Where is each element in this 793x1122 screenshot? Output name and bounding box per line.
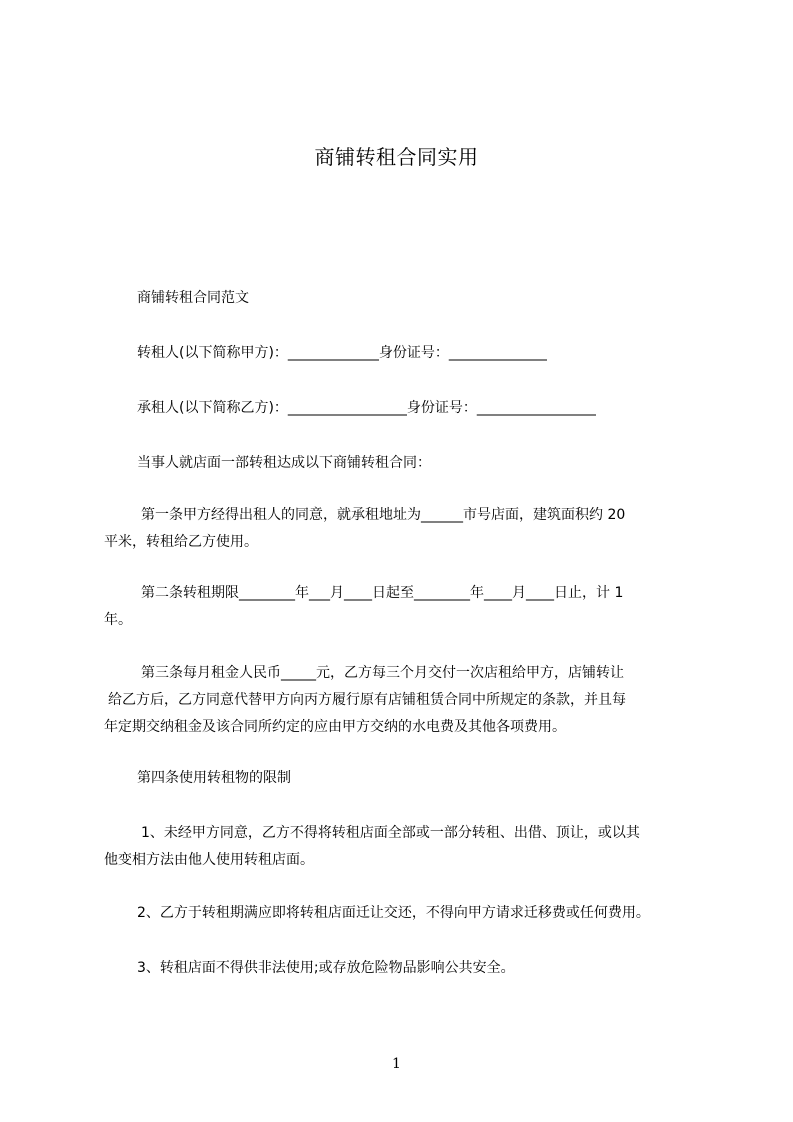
- paragraph-line: 2、乙方于转租期满应即将转租店面迁让交还，不得向甲方请求迁移费或任何费用。: [137, 905, 650, 921]
- paragraph-article-2: [104, 580, 716, 634]
- paragraph-line: 平米，转租给乙方使用。: [104, 534, 258, 550]
- paragraph-line: 年定期交纳租金及该合同所约定的应由甲方交纳的水电费及其他各项费用。: [104, 719, 566, 735]
- paragraph-line: 第三条每月租金人民币_____元，乙方每三个月交付一次店租给甲方，店铺转让: [141, 665, 624, 681]
- paragraph-article-4-heading: [137, 765, 749, 792]
- document-title: 商铺转租合同实用: [314, 145, 479, 169]
- paragraph-line: 他变相方法由他人使用转租店面。: [104, 852, 314, 868]
- paragraph-line: 第四条使用转租物的限制: [137, 770, 291, 786]
- paragraph-line: 年。: [104, 612, 132, 628]
- paragraph-line: 承租人(以下简称乙方)：_________________身份证号：_________________: [137, 400, 596, 416]
- paragraph-article-1: [104, 502, 716, 556]
- paragraph-heading-sample: [137, 285, 749, 312]
- paragraph-clause-1: [104, 820, 716, 874]
- paragraph-line: 第一条甲方经得出租人的同意，就承租地址为______市号店面，建筑面积约 20: [141, 507, 626, 523]
- paragraph-clause-2: [137, 900, 749, 927]
- paragraph-line: 当事人就店面一部转租达成以下商铺转租合同：: [137, 455, 431, 471]
- paragraph-line: 给乙方后，乙方同意代替甲方向丙方履行原有店铺租赁合同中所规定的条款，并且每: [108, 692, 626, 708]
- paragraph-clause-3: [137, 955, 749, 982]
- paragraph-line: 1、未经甲方同意，乙方不得将转租店面全部或一部分转租、出借、顶让，或以其: [141, 825, 640, 841]
- paragraph-line: 3、转租店面不得供非法使用;或存放危险物品影响公共安全。: [137, 960, 515, 976]
- paragraph-line: 第二条转租期限________年___月____日起至________年____月____日止，计 1: [141, 585, 624, 601]
- paragraph-line: 商铺转租合同范文: [137, 290, 249, 306]
- paragraph-article-3: [104, 660, 716, 741]
- paragraph-line: 转租人(以下简称甲方)：_____________身份证号：______________: [137, 345, 547, 361]
- paragraph-sublessor: [137, 340, 749, 367]
- page-number: 1: [392, 1056, 401, 1072]
- paragraph-sublessee: [137, 395, 749, 422]
- paragraph-intro: [137, 450, 749, 477]
